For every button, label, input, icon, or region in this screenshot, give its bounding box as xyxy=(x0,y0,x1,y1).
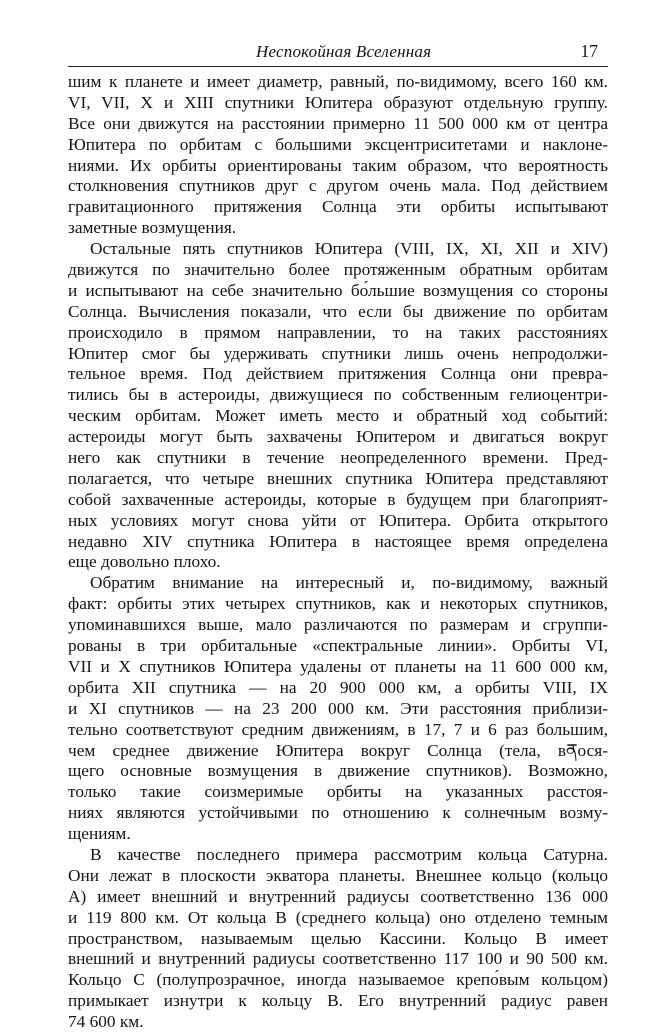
text-line: ниях являются устойчивыми по отношению к солнечным возму- xyxy=(68,803,608,823)
text-line: чем среднее движение Юпитера вокруг Солнца (тела, вནося- xyxy=(68,740,608,760)
text-line: Они лежат в плоскости экватора планеты. Внешнее кольцо (кольцо xyxy=(68,865,608,885)
running-title: Неспокойная Вселенная xyxy=(256,42,432,61)
text-line: происходило в прямом направлении, то на таких расстояниях xyxy=(68,322,608,342)
text-line: него как спутники в течение неопределенного времени. Пред- xyxy=(68,448,608,468)
text-line: щениям. xyxy=(68,824,131,844)
text-line: гравитационного притяжения Солнца эти орбиты испытывают xyxy=(68,197,608,217)
text-line: ниями. Их орбиты ориентированы таким образом, что вероятность xyxy=(68,155,608,175)
text-line: VII и X спутников Юпитера удалены от планеты на 11 600 000 км, xyxy=(68,656,608,676)
text-line: еще довольно плохо. xyxy=(68,552,221,572)
text-line: рованы в три орбитальные «спектральные линии». Орбиты VI, xyxy=(68,636,608,656)
page-number: 17 xyxy=(580,41,598,61)
text-line: упоминавшихся выше, мало различаются по размерам и сгруппи- xyxy=(68,615,608,635)
text-line: А) имеет внешний и внутренний радиусы соответственно 136 000 xyxy=(68,886,608,906)
text-line: собой захваченные астероиды, которые в будущем при благоприят- xyxy=(68,489,608,509)
text-line: орбита XII спутника — на 20 900 000 км, а орбиты VIII, IX xyxy=(68,677,608,697)
text-line: 74 600 км. xyxy=(68,1012,144,1032)
text-line: ческим орбитам. Может иметь место и обратный ход событий: xyxy=(68,406,608,426)
text-line: тельное время. Под действием притяжения Солнца они превра- xyxy=(68,364,608,384)
text-line: ных условиях могут снова уйти от Юпитера. Орбита открытого xyxy=(68,510,608,530)
text-line: Обратим внимание на интересный и, по-видимому, важный xyxy=(90,573,608,593)
text-line: Кольцо С (полупрозрачное, иногда называемое крепо́вым кольцом) xyxy=(68,970,608,990)
text-line: факт: орбиты этих четырех спутников, как и некоторых спутников, xyxy=(68,594,608,614)
text-line: тельно соответствуют средним движениям, в 17, 7 и 6 раз большим, xyxy=(68,719,608,739)
text-line: VI, VII, X и XIII спутники Юпитера образуют отдельную группу. xyxy=(68,92,608,112)
running-header xyxy=(68,38,608,67)
text-line: и XI спутников — на 23 200 000 км. Эти расстояния приблизи- xyxy=(68,698,608,718)
text-line: Юпитер смог бы удерживать спутники лишь очень непродолжи- xyxy=(68,343,608,363)
text-line: столкновения спутников друг с другом очень мала. Под действием xyxy=(68,176,608,196)
text-line: недавно XIV спутника Юпитера в настоящее время определена xyxy=(68,531,608,551)
text-line: пространством, называемым щелью Кассини. Кольцо В имеет xyxy=(68,928,608,948)
text-line: щего основные возмущения в движение спутников). Возможно, xyxy=(68,761,608,781)
text-line: тились бы в астероиды, движущиеся по собственным гелиоцентри- xyxy=(68,385,608,405)
text-line: полагается, что четыре внешних спутника Юпитера представляют xyxy=(68,468,608,488)
text-line: и 119 800 км. От кольца В (среднего кольца) оно отделено темным xyxy=(68,907,608,927)
text-line: заметные возмущения. xyxy=(68,218,237,238)
text-line: примыкает изнутри к кольцу В. Его внутренний радиус равен xyxy=(68,991,608,1011)
text-line: Солнца. Вычисления показали, что если бы движение по орбитам xyxy=(68,301,608,321)
text-line: шим к планете и имеет диаметр, равный, по-видимому, всего 160 км. xyxy=(68,72,608,91)
text-line: Все они движутся на расстоянии примерно 11 500 000 км от центра xyxy=(68,113,608,133)
text-line: Остальные пять спутников Юпитера (VIII, IX, XI, XII и XIV) xyxy=(90,239,608,259)
body-text xyxy=(68,72,608,1033)
text-line: движутся по значительно более протяженным обратным орбитам xyxy=(68,260,608,280)
text-line: Юпитера по орбитам с большими эксцентриситетами и наклоне- xyxy=(68,134,608,154)
text-line: В качестве последнего примера рассмотрим кольца Сатурна. xyxy=(90,844,608,864)
text-line: только такие соизмеримые орбиты на указанных расстоя- xyxy=(68,782,608,802)
text-line: и испытывают на себе значительно бо́льшие возмущения со стороны xyxy=(68,280,608,300)
text-line: астероиды могут быть захвачены Юпитером и двигаться вокруг xyxy=(68,427,608,447)
text-line: внешний и внутренний радиусы соответственно 117 100 и 90 500 км. xyxy=(68,949,608,969)
